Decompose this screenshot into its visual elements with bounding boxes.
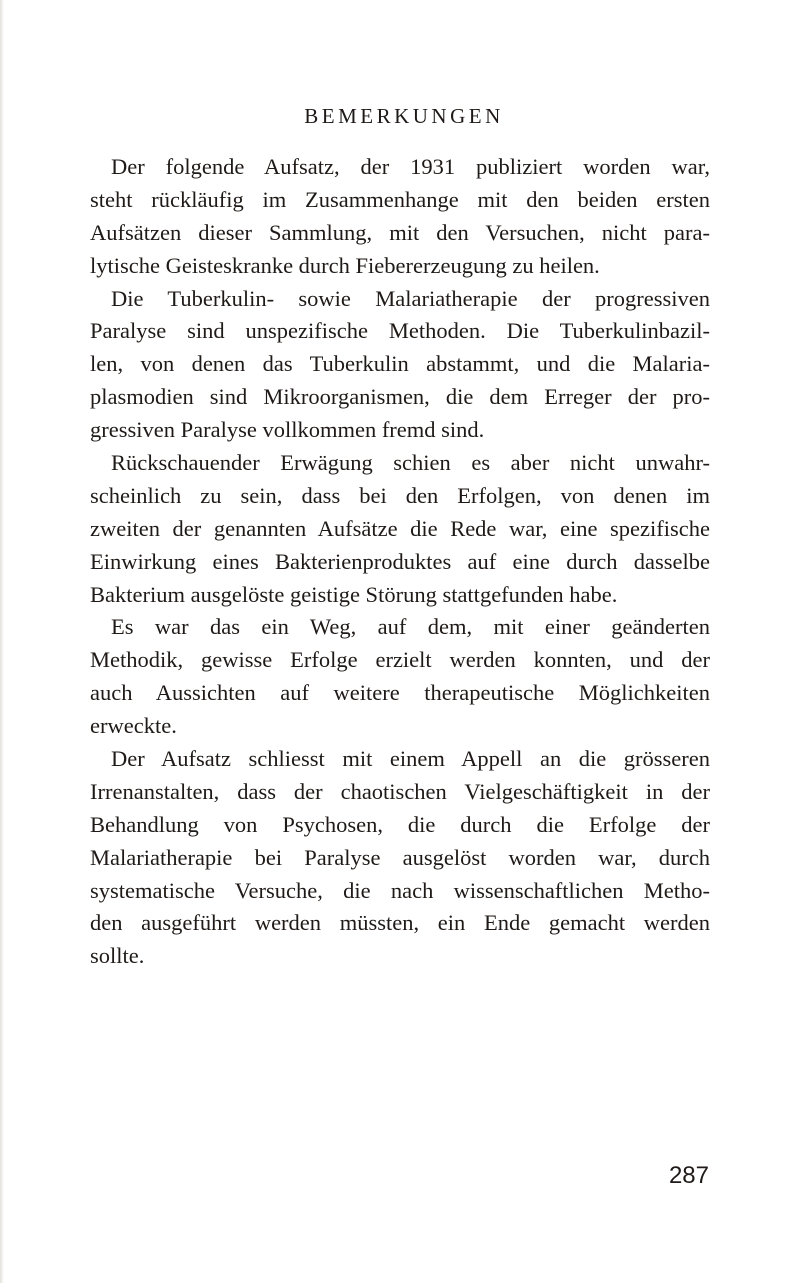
- page-number: 287: [668, 1162, 709, 1189]
- text-line: auch Aussichten auf weitere therapeutische Möglichkeiten: [90, 680, 710, 706]
- text-line: Es war das ein Weg, auf dem, mit einer geänderten: [111, 614, 710, 640]
- page-edge-shadow: [0, 0, 4, 1283]
- text-line: len, von denen das Tuberkulin abstammt, und die Malaria-: [90, 351, 710, 377]
- text-line: zweiten der genannten Aufsätze die Rede war, eine spezifische: [90, 515, 710, 541]
- text-line: Der Aufsatz schliesst mit einem Appell an die grösseren: [111, 746, 710, 772]
- text-line: Einwirkung eines Bakterienproduktes auf eine durch dasselbe: [90, 548, 710, 574]
- text-line: Rückschauender Erwägung schien es aber nicht unwahr-: [111, 450, 710, 476]
- text-line: Behandlung von Psychosen, die durch die Erfolge der: [90, 811, 710, 837]
- text-line: scheinlich zu sein, dass bei den Erfolgen, von denen im: [90, 482, 710, 508]
- text-line: systematische Versuche, die nach wissenschaftlichen Metho-: [90, 877, 710, 903]
- text-line: Paralyse sind unspezifische Methoden. Die Tuberkulinbazil-: [90, 318, 710, 344]
- text-line: gressiven Paralyse vollkommen fremd sind.: [90, 417, 485, 443]
- text-line: sollte.: [90, 943, 145, 969]
- text-line: Aufsätzen dieser Sammlung, mit den Versuchen, nicht para-: [90, 219, 710, 245]
- text-line: lytische Geisteskranke durch Fiebererzeugung zu heilen.: [90, 252, 600, 278]
- text-line: Die Tuberkulin- sowie Malariatherapie der progressiven: [111, 285, 710, 311]
- text-line: den ausgeführt werden müssten, ein Ende gemacht werden: [90, 910, 710, 936]
- text-line: Malariatherapie bei Paralyse ausgelöst worden war, durch: [90, 844, 710, 870]
- body-text: [90, 151, 710, 973]
- text-line: steht rückläufig im Zusammenhange mit den beiden ersten: [90, 186, 710, 212]
- text-line: Der folgende Aufsatz, der 1931 publiziert worden war,: [111, 154, 710, 179]
- text-line: Methodik, gewisse Erfolge erzielt werden konnten, und der: [90, 647, 710, 673]
- text-line: Bakterium ausgelöste geistige Störung stattgefunden habe.: [90, 581, 618, 607]
- text-line: plasmodien sind Mikroorganismen, die dem Erreger der pro-: [90, 384, 710, 410]
- text-line: erweckte.: [90, 713, 177, 739]
- text-line: Irrenanstalten, dass der chaotischen Vielgeschäftigkeit in der: [90, 778, 710, 804]
- running-head: BEMERKUNGEN: [304, 104, 504, 128]
